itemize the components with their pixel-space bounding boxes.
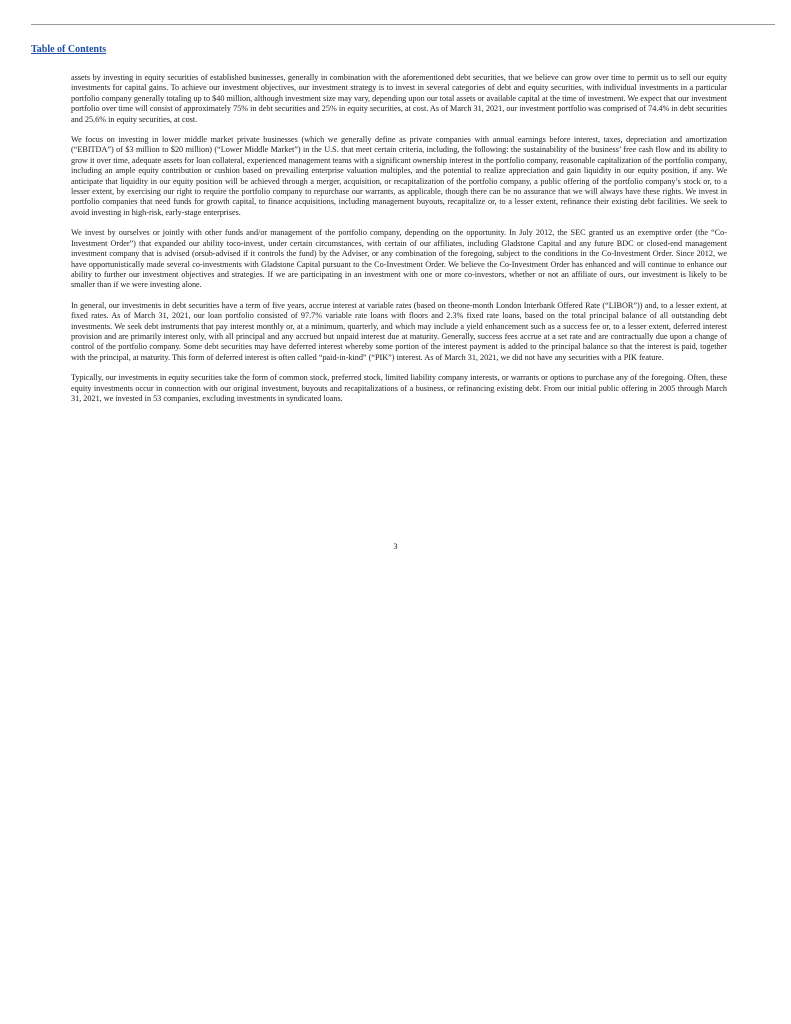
page-number: 3 [393, 541, 398, 551]
header-divider [31, 24, 775, 25]
paragraph-equity-securities: Typically, our investments in equity securities take the form of common stock, preferred stock, limited liability company interests, or warrants or options to purchase any of the foregoing. Often, these equity investments occur in connection with our original investment, buyouts and recapitalizations of a business, or refinancing existing debt. From our initial public offering in 2005 through March 31, 2021, we invested in 53 companies, excluding investments in syndicated loans. [71, 373, 727, 403]
paragraph-investment-strategy: assets by investing in equity securities of established businesses, generally in combination with the aforementioned debt securities, that we believe can grow over time to permit us to sell our equity investments for capital gains. To achieve our investment objectives, our investment strategy is to invest in several categories of debt and equity securities, with individual investments in a particular portfolio company generally totaling up to $40 million, although investment size may vary, depending upon our total assets or available capital at the time of investment. We expect that our investment portfolio over time will consist of approximately 75% in debt securities and 25% in equity securities, at cost. As of March 31, 2021, our investment portfolio was comprised of 74.4% in debt securities and 25.6% in equity securities, at cost. [71, 73, 727, 124]
paragraph-debt-securities: In general, our investments in debt securities have a term of five years, accrue interest at variable rates (based on theone-month London Interbank Offered Rate (“LIBOR”)) and, to a lesser extent, at fixed rates. As of March 31, 2021, our loan portfolio consisted of 97.7% variable rate loans with floors and 2.3% fixed rate loans, based on the total principal balance of all outstanding debt investments. We seek debt instruments that pay interest monthly or, at a minimum, quarterly, and which may include a yield enhancement such as a success fee or, to a lesser extent, deferred interest provision and are primarily interest only, with all principal and any accrued but unpaid interest due at maturity. Generally, success fees accrue at a set rate and are contractually due upon a change of control of the portfolio company. Some debt securities may have deferred interest whereby some portion of the interest payment is added to the principal balance so that the interest is paid, together with the principal, at maturity. This form of deferred interest is often called “paid-in-kind” (“PIK”) interest. As of March 31, 2021, we did not have any securities with a PIK feature. [71, 300, 727, 362]
paragraph-co-investment: We invest by ourselves or jointly with other funds and/or management of the portfolio company, depending on the opportunity. In July 2012, the SEC granted us an exemptive order (the “Co-Investment Order”) that expanded our ability toco-invest, under certain circumstances, with certain of our affiliates, including Gladstone Capital and any future BDC or closed-end management investment company that is advised (orsub-advised if it controls the fund) by the Adviser, or any combination of the foregoing, subject to the conditions in the Co-Investment Order. Since 2012, we have opportunistically made several co-investments with Gladstone Capital pursuant to the Co-Investment Order. We believe the Co-Investment Order has enhanced and will continue to enhance our ability to further our investment objectives and strategies. If we are participating in an investment with one or more co-investors, whether or not an affiliate of ours, our investment is likely to be smaller than if we were investing alone. [71, 228, 727, 290]
document-body [71, 73, 727, 414]
table-of-contents-link[interactable]: Table of Contents [31, 44, 107, 55]
paragraph-lower-middle-market: We focus on investing in lower middle market private businesses (which we generally define as private companies with annual earnings before interest, taxes, depreciation and amortization (“EBITDA”) of $3 million to $20 million) (“Lower Middle Market”) in the U.S. that meet certain criteria, including, the following: the sustainability of the business’ free cash flow and its ability to grow it over time, adequate assets for loan collateral, experienced management teams with a significant ownership interest in the portfolio company, reasonable capitalization of the portfolio company, including an ample equity contribution or cushion based on prevailing enterprise valuation multiples, and the potential to realize appreciation and gain liquidity in our equity position, if any. We anticipate that liquidity in our equity position will be achieved through a merger, acquisition, or recapitalization of the portfolio company, a public offering of the portfolio company’s stock or, to a lesser extent, by exercising our right to require the portfolio company to repurchase our warrants, as applicable, though there can be no assurance that we will always have these rights. We invest in portfolio companies that need funds for growth capital, to finance acquisitions, including management buyouts, recapitalize or, to a lesser extent, refinance their existing debt facilities. We seek to avoid investing in high-risk, early-stage enterprises. [71, 135, 727, 217]
